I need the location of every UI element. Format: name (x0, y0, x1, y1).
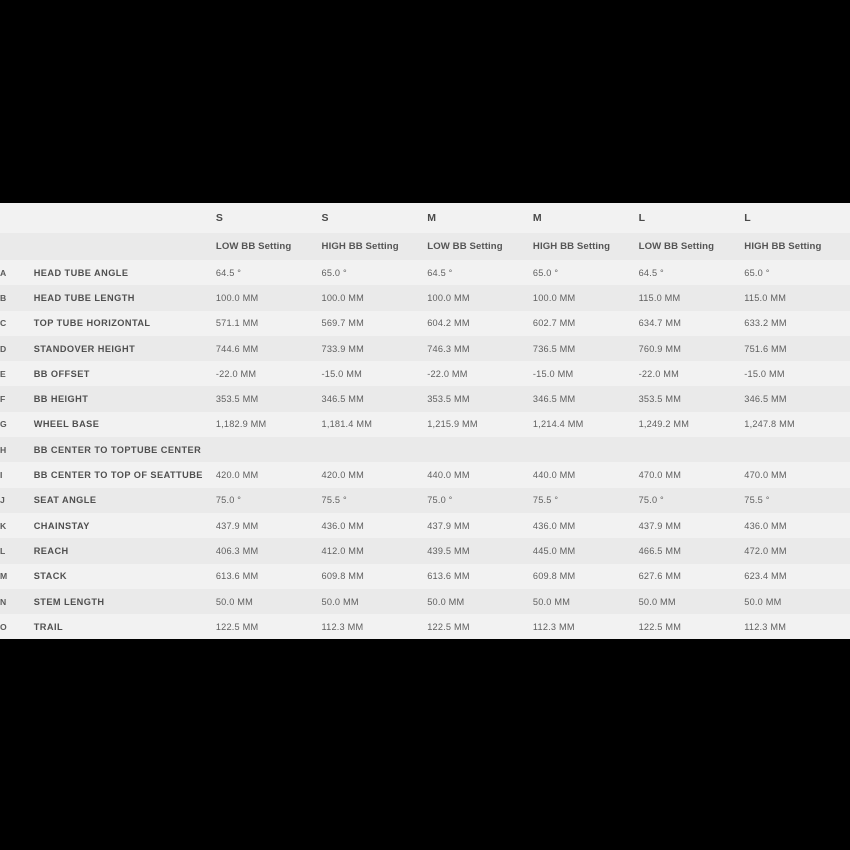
table-row (0, 260, 850, 285)
row-value-l-low: 122.5 MM (639, 614, 745, 639)
row-value-s-high: 1,181.4 MM (322, 412, 428, 437)
setting-header-cell-l-low: LOW BB Setting (639, 233, 745, 260)
setting-header-cell-m-high: HIGH BB Setting (533, 233, 639, 260)
table-row (0, 311, 850, 336)
row-letter: B (0, 285, 34, 310)
row-value-m-low: 50.0 MM (427, 589, 533, 614)
row-value-s-high: 112.3 MM (322, 614, 428, 639)
row-measure: HEAD TUBE LENGTH (34, 285, 216, 310)
row-letter: L (0, 538, 34, 563)
row-value-s-high: -15.0 MM (322, 361, 428, 386)
row-value-s-high: 65.0 ° (322, 260, 428, 285)
row-value-s-low: -22.0 MM (216, 361, 322, 386)
row-value-s-low: 406.3 MM (216, 538, 322, 563)
row-value-s-high: 346.5 MM (322, 386, 428, 411)
row-value-m-low: 746.3 MM (427, 336, 533, 361)
row-value-s-high: 420.0 MM (322, 462, 428, 487)
table-row (0, 285, 850, 310)
row-value-m-low: 64.5 ° (427, 260, 533, 285)
table-row (0, 462, 850, 487)
row-value-s-low: 571.1 MM (216, 311, 322, 336)
row-value-m-low: 1,215.9 MM (427, 412, 533, 437)
setting-header-cell-s-high: HIGH BB Setting (322, 233, 428, 260)
row-value-m-high: 445.0 MM (533, 538, 639, 563)
row-value-s-low: 122.5 MM (216, 614, 322, 639)
row-measure: BB CENTER TO TOPTUBE CENTER (34, 437, 216, 462)
table-row (0, 564, 850, 589)
row-value-s-high: 569.7 MM (322, 311, 428, 336)
row-letter: J (0, 488, 34, 513)
row-value-s-low: 75.0 ° (216, 488, 322, 513)
row-measure: WHEEL BASE (34, 412, 216, 437)
row-value-l-high: 65.0 ° (744, 260, 850, 285)
table-row (0, 361, 850, 386)
row-value-s-high: 436.0 MM (322, 513, 428, 538)
row-value-l-high: 115.0 MM (744, 285, 850, 310)
size-header-cell-m-low: M (427, 203, 533, 233)
row-value-l-high: 1,247.8 MM (744, 412, 850, 437)
row-measure: SEAT ANGLE (34, 488, 216, 513)
size-header-cell-s-high: S (322, 203, 428, 233)
row-letter: E (0, 361, 34, 386)
row-letter: A (0, 260, 34, 285)
row-value-l-high: 112.3 MM (744, 614, 850, 639)
row-value-l-low: 437.9 MM (639, 513, 745, 538)
setting-header-cell-m-low: LOW BB Setting (427, 233, 533, 260)
row-value-s-high: 100.0 MM (322, 285, 428, 310)
row-value-l-high: 472.0 MM (744, 538, 850, 563)
row-value-l-high: 75.5 ° (744, 488, 850, 513)
size-header-cell-s-low: S (216, 203, 322, 233)
row-value-s-low: 420.0 MM (216, 462, 322, 487)
row-value-m-high: 100.0 MM (533, 285, 639, 310)
row-measure: STANDOVER HEIGHT (34, 336, 216, 361)
size-header-cell-0 (0, 203, 34, 233)
row-value-l-high: 751.6 MM (744, 336, 850, 361)
row-value-s-low (216, 437, 322, 462)
row-value-l-low: 627.6 MM (639, 564, 745, 589)
row-value-l-high: -15.0 MM (744, 361, 850, 386)
table-row (0, 386, 850, 411)
row-value-s-low: 1,182.9 MM (216, 412, 322, 437)
row-letter: O (0, 614, 34, 639)
row-value-l-low: 760.9 MM (639, 336, 745, 361)
row-value-m-high: 1,214.4 MM (533, 412, 639, 437)
row-value-m-high: -15.0 MM (533, 361, 639, 386)
setting-header-cell-l-high: HIGH BB Setting (744, 233, 850, 260)
setting-header-cell-s-low: LOW BB Setting (216, 233, 322, 260)
row-value-s-low: 744.6 MM (216, 336, 322, 361)
row-value-l-low: 64.5 ° (639, 260, 745, 285)
row-value-s-high: 733.9 MM (322, 336, 428, 361)
row-value-l-low: 466.5 MM (639, 538, 745, 563)
row-value-m-low: 122.5 MM (427, 614, 533, 639)
geometry-table (0, 203, 850, 639)
row-value-l-high: 436.0 MM (744, 513, 850, 538)
row-value-s-low: 613.6 MM (216, 564, 322, 589)
setting-header-cell-1 (34, 233, 216, 260)
row-value-m-low: 437.9 MM (427, 513, 533, 538)
row-value-l-low: 634.7 MM (639, 311, 745, 336)
row-measure: BB CENTER TO TOP OF SEATTUBE (34, 462, 216, 487)
row-value-l-high (744, 437, 850, 462)
size-header-cell-l-low: L (639, 203, 745, 233)
row-value-m-low: 100.0 MM (427, 285, 533, 310)
row-letter: H (0, 437, 34, 462)
row-value-l-low: 1,249.2 MM (639, 412, 745, 437)
row-letter: F (0, 386, 34, 411)
row-measure: HEAD TUBE ANGLE (34, 260, 216, 285)
row-letter: C (0, 311, 34, 336)
table-header (0, 203, 850, 260)
row-value-l-low: 75.0 ° (639, 488, 745, 513)
table-body (0, 260, 850, 639)
size-header-cell-1 (34, 203, 216, 233)
row-letter: G (0, 412, 34, 437)
table-row (0, 589, 850, 614)
row-value-s-low: 437.9 MM (216, 513, 322, 538)
row-value-m-low: 440.0 MM (427, 462, 533, 487)
setting-header-row (0, 233, 850, 260)
row-value-m-high: 602.7 MM (533, 311, 639, 336)
row-value-l-low (639, 437, 745, 462)
row-value-m-low: 75.0 ° (427, 488, 533, 513)
setting-header-cell-0 (0, 233, 34, 260)
row-letter: M (0, 564, 34, 589)
row-measure: REACH (34, 538, 216, 563)
row-value-l-low: 115.0 MM (639, 285, 745, 310)
row-measure: CHAINSTAY (34, 513, 216, 538)
row-value-s-low: 100.0 MM (216, 285, 322, 310)
row-value-m-high: 65.0 ° (533, 260, 639, 285)
row-value-l-high: 470.0 MM (744, 462, 850, 487)
row-measure: TOP TUBE HORIZONTAL (34, 311, 216, 336)
row-value-s-high (322, 437, 428, 462)
row-value-s-low: 50.0 MM (216, 589, 322, 614)
row-letter: N (0, 589, 34, 614)
table-row (0, 336, 850, 361)
row-letter: D (0, 336, 34, 361)
row-value-l-high: 50.0 MM (744, 589, 850, 614)
size-header-row (0, 203, 850, 233)
row-value-s-high: 412.0 MM (322, 538, 428, 563)
row-value-s-high: 75.5 ° (322, 488, 428, 513)
row-value-m-high: 50.0 MM (533, 589, 639, 614)
table-row (0, 538, 850, 563)
row-value-m-low: 613.6 MM (427, 564, 533, 589)
table-row (0, 513, 850, 538)
row-value-s-high: 50.0 MM (322, 589, 428, 614)
row-value-m-high: 75.5 ° (533, 488, 639, 513)
row-measure: BB OFFSET (34, 361, 216, 386)
row-value-m-low: -22.0 MM (427, 361, 533, 386)
row-letter: K (0, 513, 34, 538)
row-value-m-high: 346.5 MM (533, 386, 639, 411)
row-value-m-high: 609.8 MM (533, 564, 639, 589)
row-value-m-low: 604.2 MM (427, 311, 533, 336)
row-value-m-high: 440.0 MM (533, 462, 639, 487)
geometry-table-container (0, 203, 850, 639)
table-row (0, 614, 850, 639)
row-value-s-low: 64.5 ° (216, 260, 322, 285)
size-header-cell-m-high: M (533, 203, 639, 233)
table-row (0, 412, 850, 437)
row-value-m-high: 112.3 MM (533, 614, 639, 639)
row-value-l-low: 470.0 MM (639, 462, 745, 487)
row-value-l-high: 623.4 MM (744, 564, 850, 589)
row-value-s-high: 609.8 MM (322, 564, 428, 589)
row-measure: STEM LENGTH (34, 589, 216, 614)
row-measure: STACK (34, 564, 216, 589)
row-value-l-high: 346.5 MM (744, 386, 850, 411)
row-value-m-high: 436.0 MM (533, 513, 639, 538)
table-row (0, 488, 850, 513)
row-value-m-low: 439.5 MM (427, 538, 533, 563)
row-value-l-low: 50.0 MM (639, 589, 745, 614)
row-letter: I (0, 462, 34, 487)
row-value-m-high (533, 437, 639, 462)
table-row (0, 437, 850, 462)
row-value-m-high: 736.5 MM (533, 336, 639, 361)
row-value-s-low: 353.5 MM (216, 386, 322, 411)
row-measure: TRAIL (34, 614, 216, 639)
row-value-l-high: 633.2 MM (744, 311, 850, 336)
row-measure: BB HEIGHT (34, 386, 216, 411)
row-value-m-low (427, 437, 533, 462)
row-value-l-low: -22.0 MM (639, 361, 745, 386)
row-value-l-low: 353.5 MM (639, 386, 745, 411)
row-value-m-low: 353.5 MM (427, 386, 533, 411)
size-header-cell-l-high: L (744, 203, 850, 233)
